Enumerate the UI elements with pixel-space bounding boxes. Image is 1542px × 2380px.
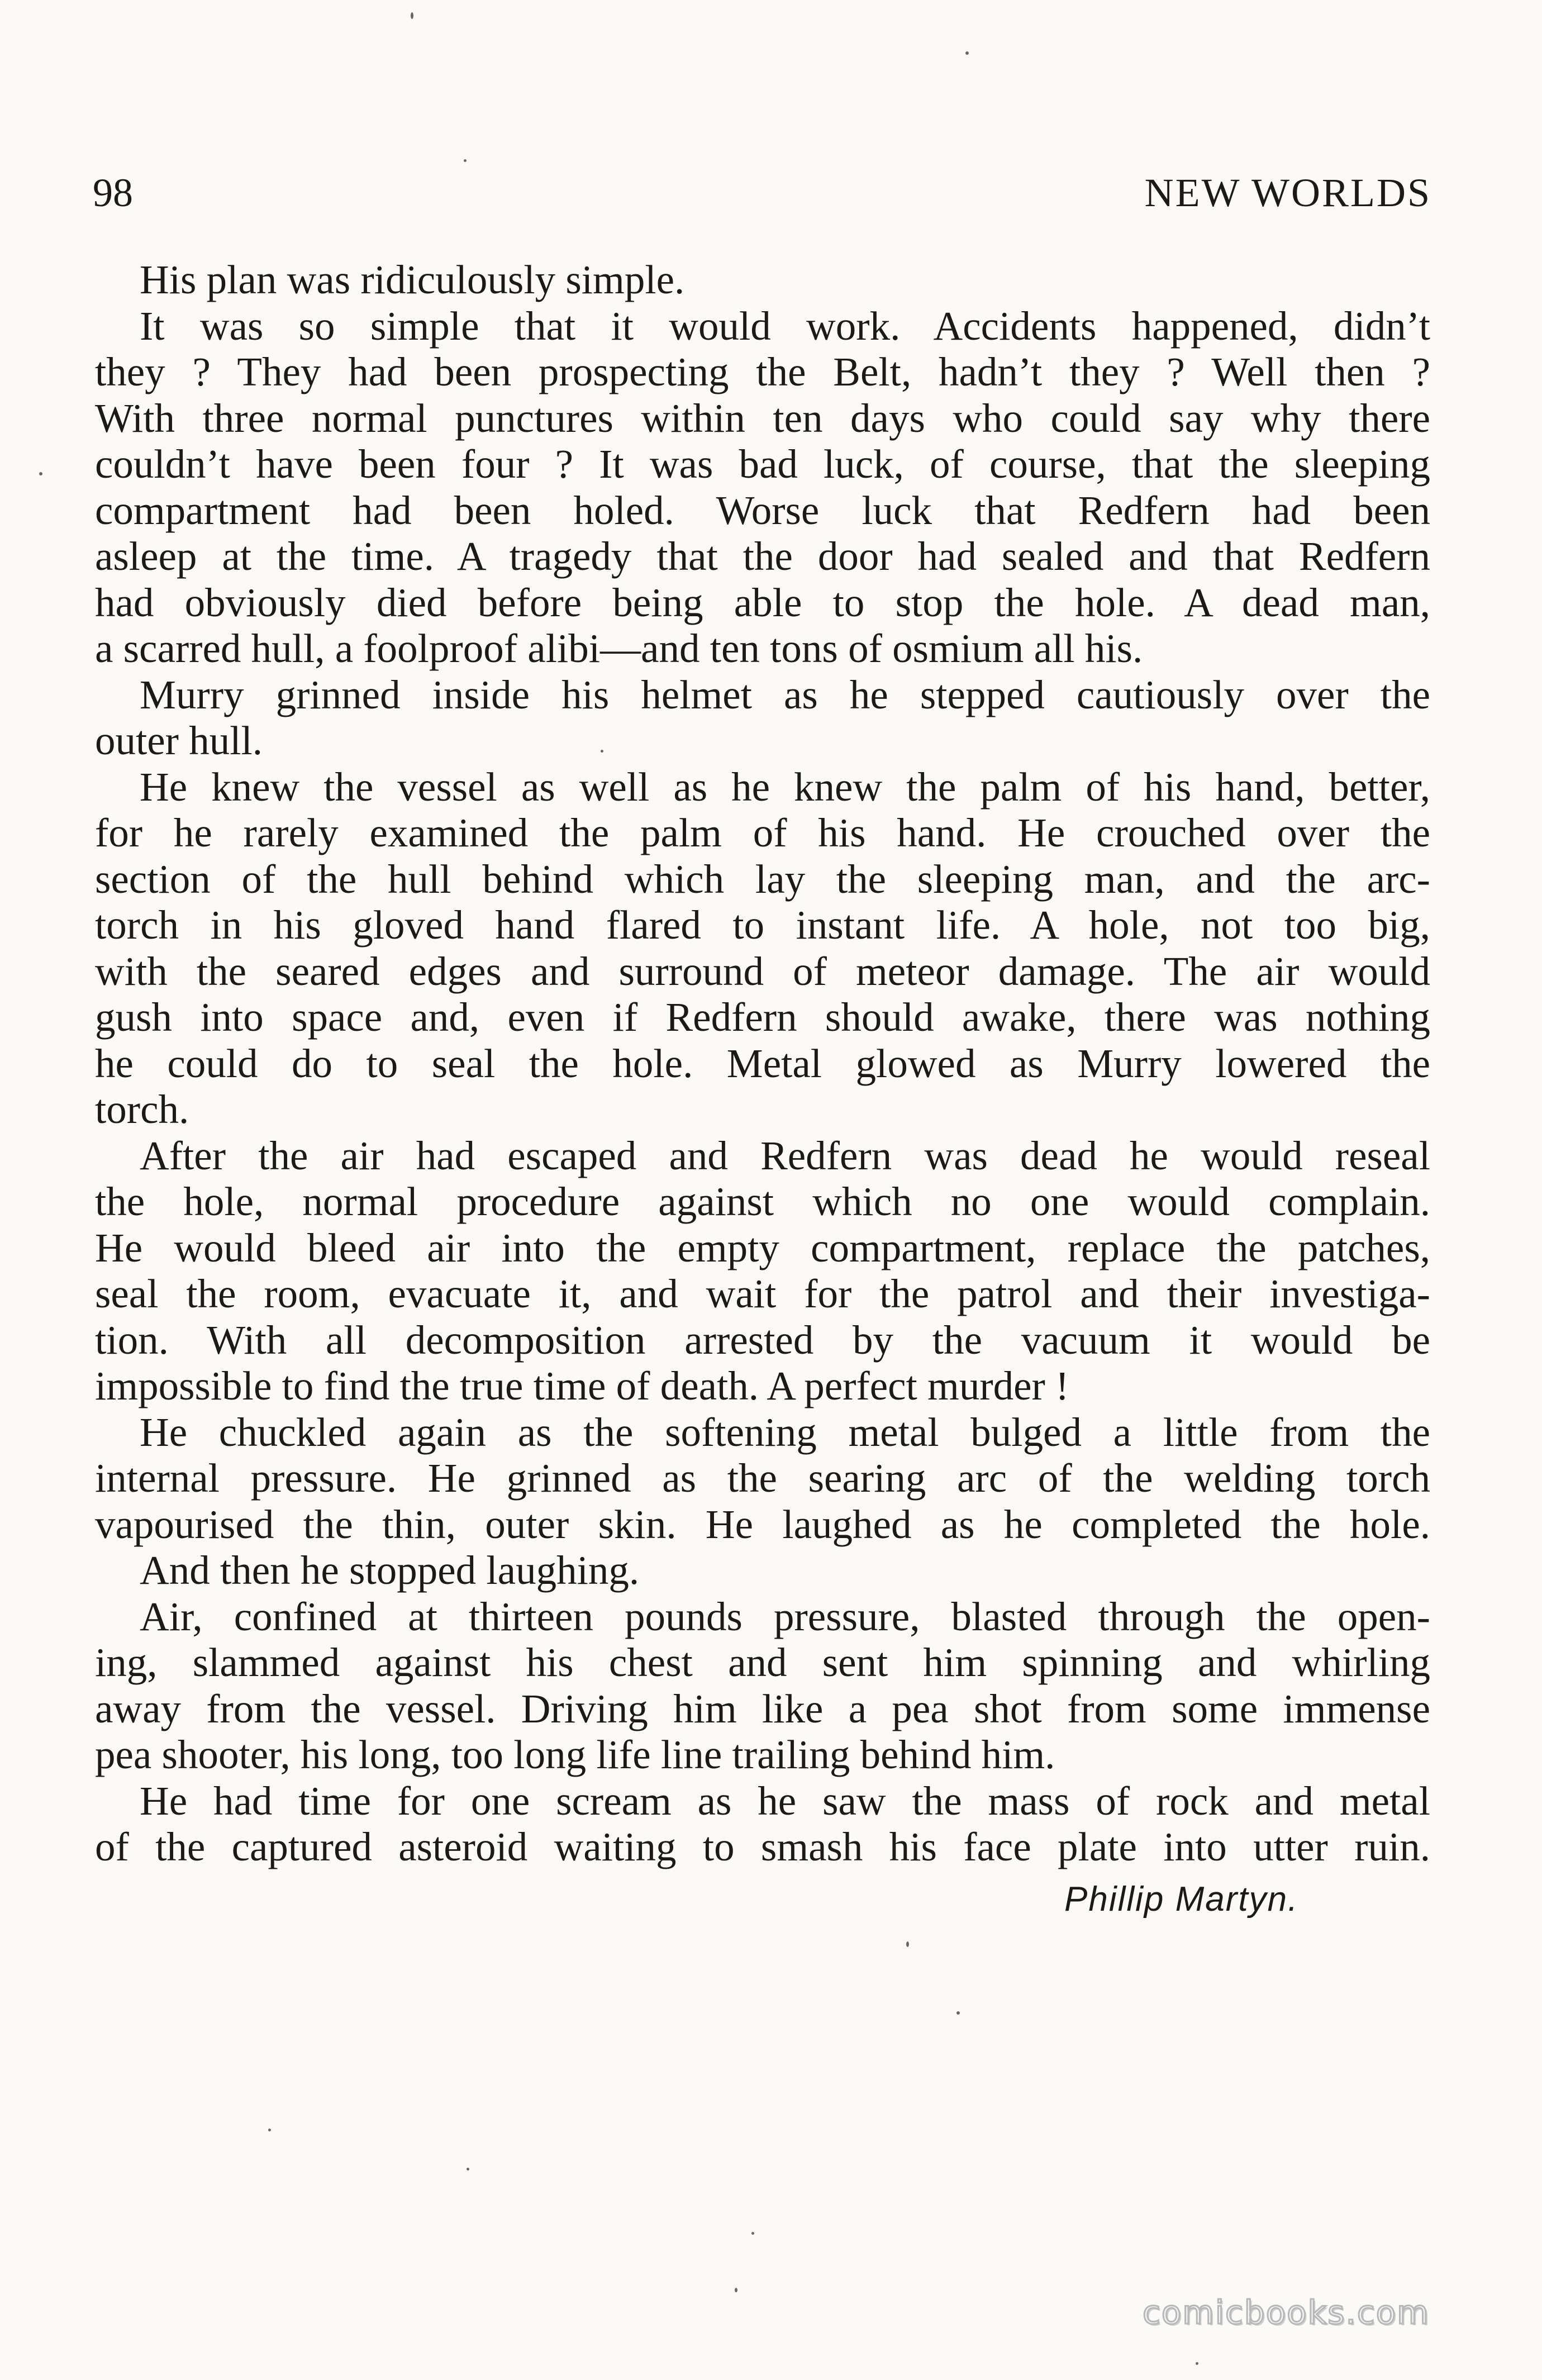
scan-speck bbox=[464, 159, 467, 162]
text-line: torch in his gloved hand flared to instant life. A hole, not too big, bbox=[95, 902, 1430, 948]
scan-speck bbox=[906, 1941, 909, 1947]
scan-speck bbox=[601, 750, 603, 753]
text-line: tion. With all decomposition arrested by the vacuum it would be bbox=[95, 1317, 1430, 1363]
text-line: ing, slammed against his chest and sent him spinning and whirling bbox=[95, 1640, 1430, 1685]
text-line: with the seared edges and surround of meteor damage. The air would bbox=[95, 948, 1430, 994]
text-line: With three normal punctures within ten days who could say why there bbox=[95, 395, 1430, 441]
scan-speck bbox=[39, 472, 42, 475]
text-line: pea shooter, his long, too long life line trailing behind him. bbox=[95, 1732, 1055, 1777]
text-line: He knew the vessel as well as he knew the palm of his hand, better, bbox=[140, 764, 1430, 810]
author-signature: Phillip Martyn. bbox=[1064, 1880, 1299, 1919]
text-line: a scarred hull, a foolproof alibi—and ten tons of osmium all his. bbox=[95, 626, 1143, 671]
scan-speck bbox=[467, 2168, 469, 2170]
journal-title: NEW WORLDS bbox=[1144, 170, 1431, 215]
text-line: seal the room, evacuate it, and wait for the patrol and their investiga- bbox=[95, 1271, 1430, 1316]
text-line: of the captured asteroid waiting to smash his face plate into utter ruin. bbox=[95, 1824, 1430, 1869]
text-line: asleep at the time. A tragedy that the door had sealed and that Redfern bbox=[95, 534, 1430, 579]
text-line: Air, confined at thirteen pounds pressure, blasted through the open- bbox=[140, 1593, 1430, 1639]
text-line: He had time for one scream as he saw the mass of rock and metal bbox=[140, 1778, 1430, 1824]
text-line: the hole, normal procedure against which no one would complain. bbox=[95, 1179, 1430, 1224]
text-line: He would bleed air into the empty compartment, replace the patches, bbox=[95, 1225, 1430, 1270]
text-line: couldn’t have been four ? It was bad luck, of course, that the sleeping bbox=[95, 441, 1430, 487]
running-head bbox=[93, 165, 1431, 221]
scan-speck bbox=[735, 2288, 737, 2292]
text-line: he could do to seal the hole. Metal glowed as Murry lowered the bbox=[95, 1040, 1430, 1086]
scan-speck bbox=[411, 12, 413, 19]
text-line: outer hull. bbox=[95, 718, 263, 763]
story-text bbox=[95, 257, 1430, 1870]
text-line: vapourised the thin, outer skin. He laughed as he completed the hole. bbox=[95, 1501, 1430, 1547]
scan-speck bbox=[965, 51, 969, 55]
text-line: for he rarely examined the palm of his hand. He crouched over the bbox=[95, 810, 1430, 855]
scan-speck bbox=[751, 2232, 754, 2235]
text-line: section of the hull behind which lay the sleeping man, and the arc- bbox=[95, 856, 1430, 902]
site-watermark: comicbooks.com bbox=[1143, 2293, 1430, 2331]
text-line: torch. bbox=[95, 1087, 189, 1132]
text-line: compartment had been holed. Worse luck that Redfern had been bbox=[95, 487, 1430, 533]
text-line: Murry grinned inside his helmet as he stepped cautiously over the bbox=[140, 672, 1430, 717]
page-number: 98 bbox=[93, 170, 133, 215]
text-line: they ? They had been prospecting the Belt, hadn’t they ? Well then ? bbox=[95, 349, 1430, 394]
text-line: And then he stopped laughing. bbox=[140, 1548, 640, 1593]
scan-speck bbox=[268, 2129, 271, 2131]
text-line: His plan was ridiculously simple. bbox=[140, 257, 685, 302]
text-line: After the air had escaped and Redfern was dead he would reseal bbox=[140, 1132, 1430, 1178]
text-line: It was so simple that it would work. Accidents happened, didn’t bbox=[140, 303, 1430, 349]
text-line: He chuckled again as the softening metal bulged a little from the bbox=[140, 1409, 1430, 1455]
scan-speck bbox=[956, 2011, 960, 2015]
text-line: impossible to find the true time of death. A perfect murder ! bbox=[95, 1363, 1069, 1408]
text-line: away from the vessel. Driving him like a pea shot from some immense bbox=[95, 1686, 1430, 1731]
text-line: had obviously died before being able to stop the hole. A dead man, bbox=[95, 579, 1430, 625]
text-line: gush into space and, even if Redfern should awake, there was nothing bbox=[95, 994, 1430, 1040]
text-line: internal pressure. He grinned as the searing arc of the welding torch bbox=[95, 1455, 1430, 1501]
scan-speck bbox=[1196, 2362, 1198, 2365]
